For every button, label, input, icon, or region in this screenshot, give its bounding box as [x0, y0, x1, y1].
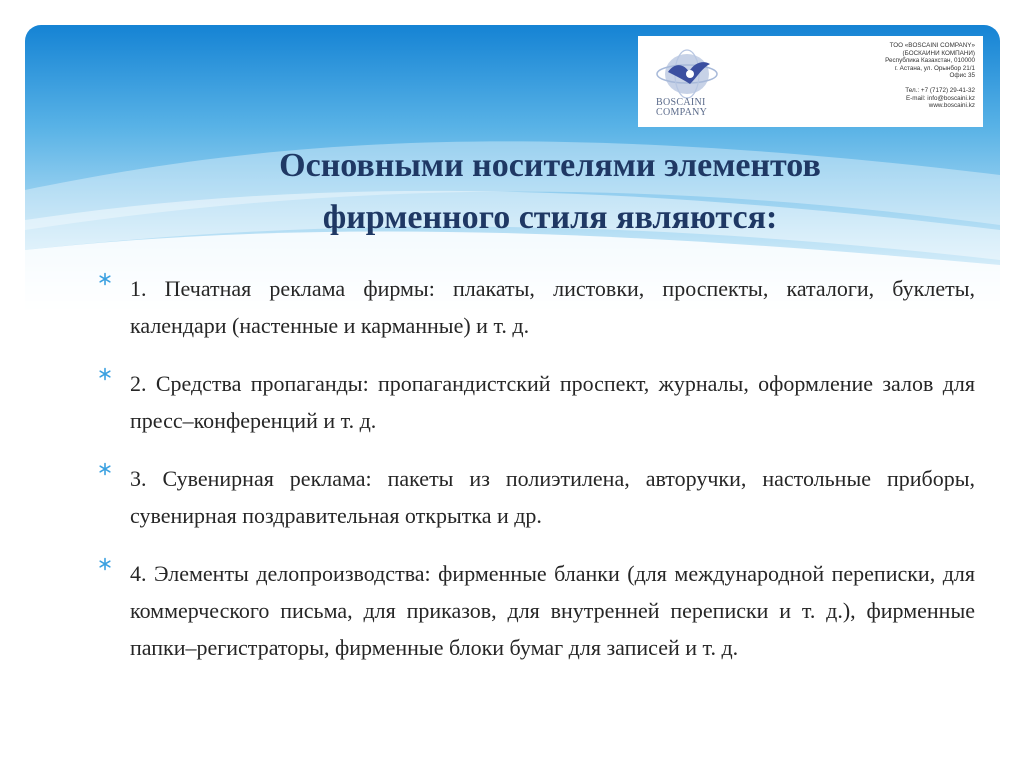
list-item [98, 270, 975, 344]
logo-contact-info [805, 42, 975, 110]
asterisk-bullet-icon [98, 367, 112, 381]
logo-contact-line: Офис 35 [949, 72, 975, 80]
logo-contact-line: Республика Казахстан, 010000 [885, 57, 975, 65]
logo-email: E-mail: info@boscaini.kz [905, 94, 975, 102]
slide-title-line: Основными носителями элементов [279, 147, 821, 184]
company-logo-card [638, 36, 983, 127]
asterisk-bullet-icon [98, 557, 112, 571]
logo-contact-line: г. Астана, ул. Орынбор 21/1 [894, 64, 975, 72]
list-item [98, 460, 975, 534]
list-item-text: 3. Сувенирная реклама: пакеты из полиэтилена, авторучки, настольные приборы, сувенирная поздравительная открытка и др. [130, 466, 975, 528]
list-item [98, 555, 975, 666]
asterisk-bullet-icon [98, 462, 112, 476]
bullet-list [98, 270, 975, 687]
logo-company-name: BOSCAINI COMPANY [656, 97, 708, 118]
list-item-text: 2. Средства пропаганды: пропагандистский проспект, журналы, оформление залов для пресс–конференций и т. д. [130, 371, 975, 433]
logo-contact-line: (БОСКАИНИ КОМПАНИ) [902, 49, 975, 57]
list-item-text: 1. Печатная реклама фирмы: плакаты, листовки, проспекты, каталоги, буклеты, календари (настенные и карманные) и т. д. [130, 276, 975, 338]
logo-contact-line: ТОО «BOSCAINI COMPANY» [889, 42, 975, 49]
logo-phone: Тел.: +7 (7172) 29-41-32 [905, 86, 975, 94]
logo-website: www.boscaini.kz [928, 102, 975, 110]
slide-title [120, 140, 980, 244]
list-item-text: 4. Элементы делопроизводства: фирменные бланки (для международной переписки, для коммерческого письма, для приказов, для внутренней переписки и т. д.), фирменные папки–регистраторы, фирменные блоки бумаг для записей и т. д. [130, 561, 975, 660]
globe-dove-icon [650, 44, 724, 104]
slide-title-line: фирменного стиля являются: [322, 199, 778, 236]
list-item [98, 365, 975, 439]
asterisk-bullet-icon [98, 272, 112, 286]
